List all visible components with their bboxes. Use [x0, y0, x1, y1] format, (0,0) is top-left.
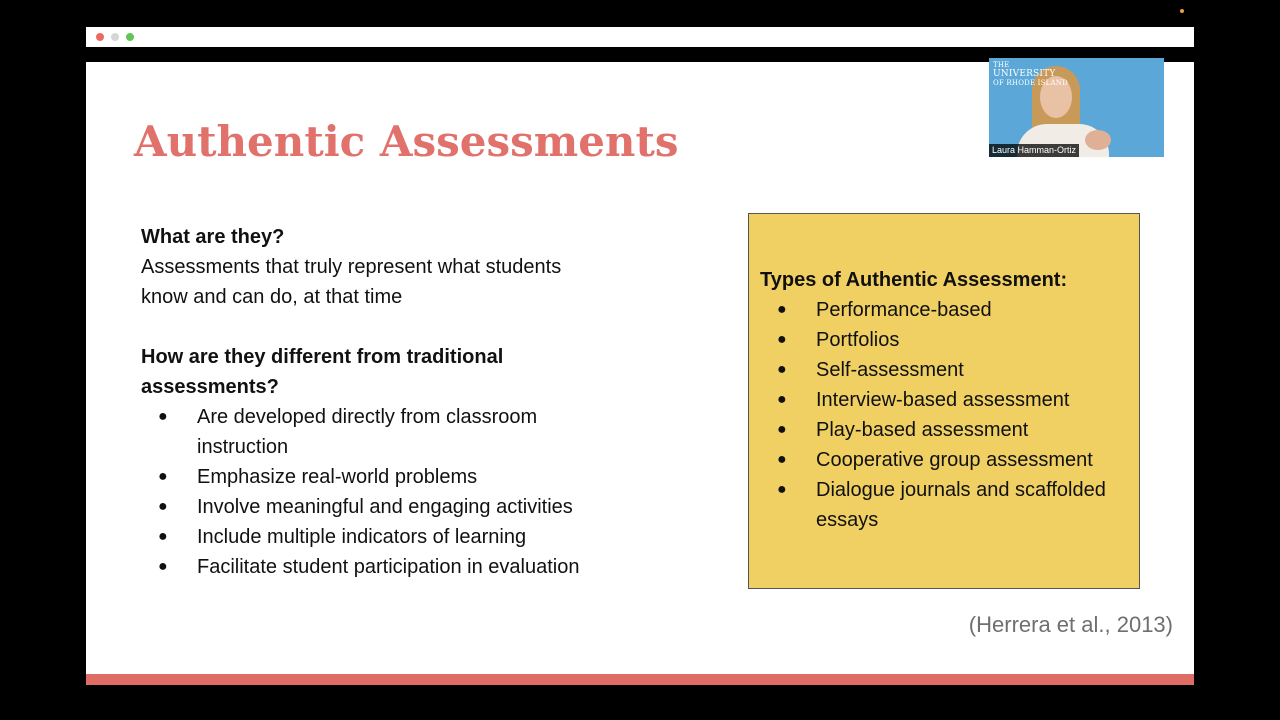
- answer-line: Assessments that truly represent what students: [141, 256, 562, 278]
- citation: (Herrera et al., 2013): [968, 612, 1173, 637]
- slide-footer-bar: [86, 674, 1194, 685]
- logo-line: THE: [993, 61, 1010, 69]
- list-item-text: Include multiple indicators of learning: [197, 526, 527, 548]
- assessment-type-item: [760, 445, 1132, 475]
- slide-title: Authentic Assessments: [134, 117, 679, 166]
- participant-name-label: Laura Hamman-Ortiz: [989, 144, 1079, 157]
- question-line: How are they different from traditional: [141, 346, 504, 368]
- types-box-content: [760, 265, 1132, 535]
- assessment-type-item: [760, 415, 1132, 445]
- speaker-video-hand: [1085, 130, 1111, 150]
- assessment-type-item: [760, 475, 1132, 535]
- assessment-type-item: [760, 385, 1132, 415]
- types-heading: Types of Authentic Assessment:: [760, 269, 1068, 291]
- list-item-text: Portfolios: [816, 329, 900, 351]
- list-item-text: Interview-based assessment: [816, 389, 1070, 411]
- difference-item: [141, 552, 641, 582]
- close-window-button[interactable]: [96, 33, 104, 41]
- bullet-icon: ●: [158, 558, 168, 575]
- list-item-text: Cooperative group assessment: [816, 449, 1093, 471]
- maximize-window-button[interactable]: [126, 33, 134, 41]
- left-text-column: [141, 222, 641, 582]
- types-list: [760, 295, 1132, 535]
- difference-item: [141, 492, 641, 522]
- bullet-icon: ●: [777, 481, 787, 498]
- question-line: assessments?: [141, 376, 279, 398]
- bullet-icon: ●: [158, 498, 168, 515]
- bullet-icon: ●: [777, 331, 787, 348]
- list-item-text: Play-based assessment: [816, 419, 1029, 441]
- assessment-type-item: [760, 355, 1132, 385]
- types-of-assessment-box: [748, 213, 1140, 589]
- bullet-icon: ●: [777, 451, 787, 468]
- list-item-text: Involve meaningful and engaging activities: [197, 496, 573, 518]
- assessment-type-item: [760, 295, 1132, 325]
- list-item-text: Dialogue journals and scaffolded: [816, 479, 1106, 501]
- answer-definition: [141, 252, 641, 312]
- list-item-text: instruction: [197, 436, 289, 458]
- list-item-text: essays: [816, 509, 879, 531]
- bullet-icon: ●: [158, 408, 168, 425]
- window-title-bar: [86, 27, 1194, 47]
- difference-item: [141, 462, 641, 492]
- logo-line: OF RHODE ISLAND: [993, 79, 1068, 87]
- question-what-are-they: What are they?: [141, 226, 285, 248]
- answer-line: know and can do, at that time: [141, 286, 403, 308]
- university-logo-background: [993, 61, 1068, 87]
- bullet-icon: ●: [777, 361, 787, 378]
- webcam-video-tile[interactable]: [989, 58, 1164, 157]
- assessment-type-item: [760, 325, 1132, 355]
- minimize-window-button[interactable]: [111, 33, 119, 41]
- bullet-icon: ●: [777, 301, 787, 318]
- notification-dot: [1180, 9, 1184, 13]
- difference-item: [141, 522, 641, 552]
- differences-list: [141, 402, 641, 582]
- bullet-icon: ●: [158, 468, 168, 485]
- list-item-text: Performance-based: [816, 299, 992, 321]
- question-how-different: [141, 342, 641, 402]
- bullet-icon: ●: [777, 391, 787, 408]
- bullet-icon: ●: [158, 528, 168, 545]
- logo-line: UNIVERSITY: [993, 69, 1056, 79]
- difference-item: [141, 402, 641, 462]
- list-item-text: Emphasize real-world problems: [197, 466, 478, 488]
- list-item-text: Are developed directly from classroom: [197, 406, 538, 428]
- list-item-text: Facilitate student participation in evaluation: [197, 556, 580, 578]
- bullet-icon: ●: [777, 421, 787, 438]
- list-item-text: Self-assessment: [816, 359, 964, 381]
